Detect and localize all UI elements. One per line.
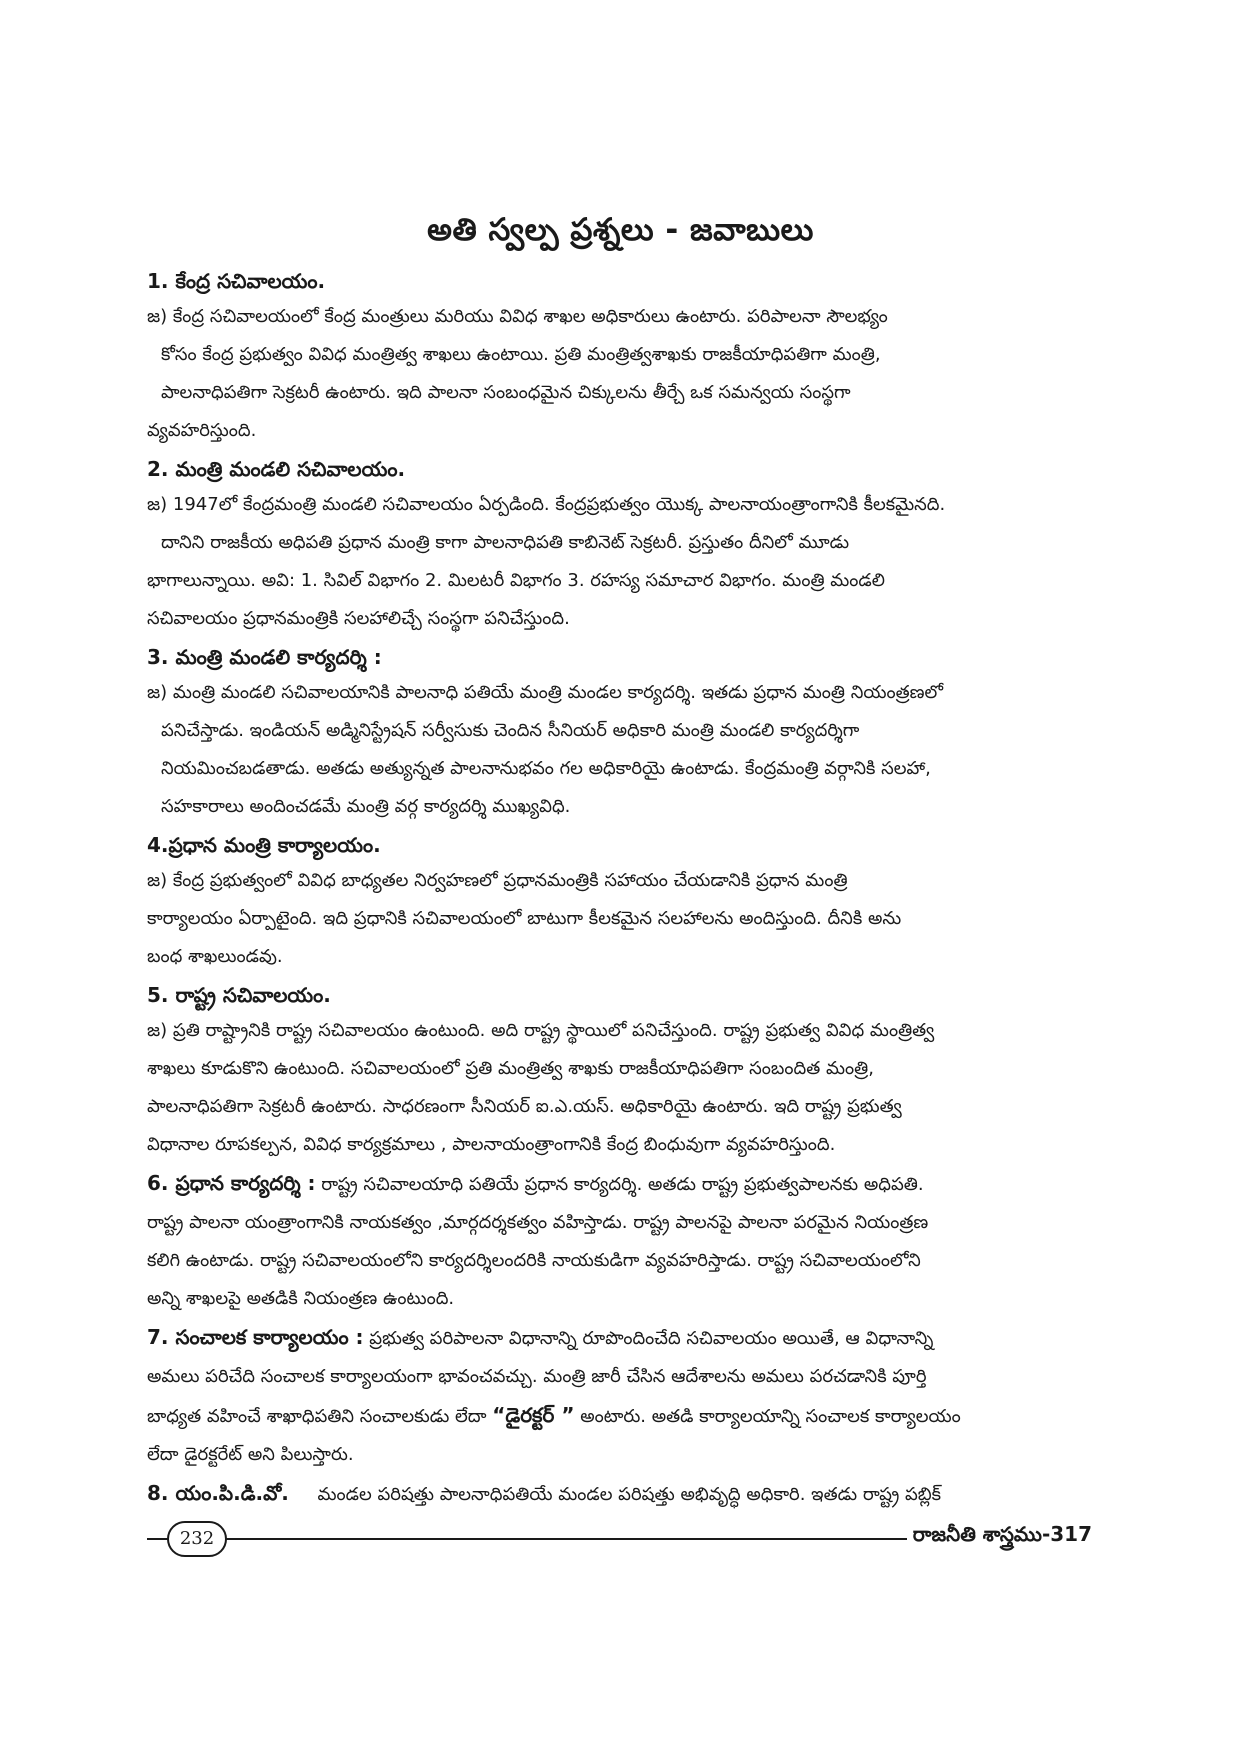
answer-line: సచివాలయం ప్రధానమంత్రికి సలహాలిచ్చే సంస్థగా పనిచేస్తుంది. [147, 608, 570, 629]
answer-line [147, 1164, 1092, 1204]
answer-text: ప్రభుత్వ పరిపాలనా విధానాన్ని రూపొందించేది సచివాలయం అయితే, ఆ విధానాన్ని [369, 1328, 934, 1349]
page-number-badge: 232 [167, 1521, 227, 1557]
answer-line [147, 1396, 1092, 1436]
answer-line: శాఖలు కూడుకొని ఉంటుంది. సచివాలయంలో ప్రతి మంత్రిత్వ శాఖకు రాజకీయాధిపతిగా సంబందిత మంత్రి, [147, 1058, 874, 1079]
answer-line: జ) ప్రతి రాష్ట్రానికి రాష్ట్ర సచివాలయం ఉంటుంది. అది రాష్ట్ర స్థాయిలో పనిచేస్తుంది. రాష్ట్ర ప్రభుత్వ వివిధ మంత్రిత్వ [147, 1020, 935, 1041]
answer-text: మండల పరిషత్తు పాలనాధిపతియే మండల పరిషత్తు అభివృద్ధి అధికారి. ఇతడు రాష్ట్ర పబ్లిక్ [317, 1484, 942, 1505]
answer-line: కార్యాలయం ఏర్పాటైంది. ఇది ప్రధానికి సచివాలయంలో బాటుగా కీలకమైన సలహాలను అందిస్తుంది. దీనికి అను [147, 908, 902, 929]
answer-line: జ) 1947లో కేంద్రమంత్రి మండలి సచివాలయం ఏర్పడింది. కేంద్రప్రభుత్వం యొక్క పాలనాయంత్రాంగానికి కీలకమైనది. [147, 494, 946, 515]
section-heading: 4.ప్రధాన మంత్రి కార్యాలయం. [147, 833, 381, 857]
answer-text: రాష్ట్ర సచివాలయాధి పతియే ప్రధాన కార్యదర్శి. అతడు రాష్ట్ర ప్రభుత్వపాలనకు అధిపతి. [321, 1174, 924, 1195]
director-term: “డైరక్టర్ ” [492, 1403, 575, 1427]
answer-line: అన్ని శాఖలపై అతడికి నియంత్రణ ఉంటుంది. [147, 1288, 455, 1309]
section-heading: 8. యం.పి.డి.వో. [147, 1481, 289, 1505]
answer-line: పాలనాధిపతిగా సెక్రటరీ ఉంటారు. సాధరణంగా సీనియర్ ఐ.ఎ.యస్. అధికారియై ఉంటారు. ఇది రాష్ట్ర ప్రభుత్వ [147, 1096, 902, 1117]
section-2 [147, 452, 1092, 638]
answer-line: జ) కేంద్ర ప్రభుత్వంలో వివిధ బాధ్యతల నిర్వహణలో ప్రధానమంత్రికి సహాయం చేయడానికి ప్రధాన మంత్రి [147, 870, 848, 891]
answer-text: అంటారు. అతడి కార్యాలయాన్ని సంచాలక కార్యాలయం [574, 1406, 961, 1427]
section-6 [147, 1164, 1092, 1318]
answer-line [147, 1474, 1092, 1514]
answer-line: వ్యవహరిస్తుంది. [147, 420, 257, 441]
answer-line: కోసం కేంద్ర ప్రభుత్వం వివిధ మంత్రిత్వ శాఖలు ఉంటాయి. ప్రతి మంత్రిత్వశాఖకు రాజకీయాధిపతిగా మంత్రి, [161, 344, 881, 365]
answer-line [147, 1318, 1092, 1358]
answer-line: రాష్ట్ర పాలనా యంత్రాంగానికి నాయకత్వం ,మార్గదర్శకత్వం వహిస్తాడు. రాష్ట్ర పాలనపై పాలనా పరమైన నియంత్రణ [147, 1212, 929, 1233]
section-8 [147, 1474, 1092, 1514]
answer-line: అమలు పరిచేది సంచాలక కార్యాలయంగా భావంచవచ్చు. మంత్రి జారీ చేసిన ఆదేశాలను అమలు పరచడానికి పూర్తి [147, 1366, 927, 1387]
answer-line: లేదా డైరక్టరేట్ అని పిలుస్తారు. [147, 1444, 354, 1465]
section-7 [147, 1318, 1092, 1474]
answer-line: భాగాలున్నాయి. అవి: 1. సివిల్ విభాగం 2. మిలటరీ విభాగం 3. రహస్య సమాచార విభాగం. మంత్రి మండలి [147, 570, 885, 591]
section-4 [147, 828, 1092, 976]
section-heading: 1. కేంద్ర సచివాలయం. [147, 269, 326, 293]
answer-line: దానిని రాజకీయ అధిపతి ప్రధాన మంత్రి కాగా పాలనాధిపతి కాబినెట్ సెక్రటరీ. ప్రస్తుతం దీనిలో మూడు [161, 532, 850, 553]
answer-line: నియమించబడతాడు. అతడు అత్యున్నత పాలనానుభవం గల అధికారియై ఉంటాడు. కేంద్రమంత్రి వర్గానికి సలహా, [161, 758, 931, 779]
section-5 [147, 978, 1092, 1164]
answer-line: సహకారాలు అందించడమే మంత్రి వర్గ కార్యదర్శి ముఖ్యవిధి. [161, 796, 571, 817]
section-heading: 3. మంత్రి మండలి కార్యదర్శి : [147, 645, 382, 669]
answer-line: జ) కేంద్ర సచివాలయంలో కేంద్ర మంత్రులు మరియు వివిధ శాఖల అధికారులు ఉంటారు. పరిపాలనా సౌలభ్యం [147, 306, 888, 327]
answer-line: పాలనాధిపతిగా సెక్రటరీ ఉంటారు. ఇది పాలనా సంబంధమైన చిక్కులను తీర్చే ఒక సమన్వయ సంస్థగా [161, 382, 851, 403]
section-heading: 7. సంచాలక కార్యాలయం : [147, 1325, 364, 1349]
page-footer [147, 1516, 1092, 1560]
answer-line: జ) మంత్రి మండలి సచివాలయానికి పాలనాధి పతియే మంత్రి మండల కార్యదర్శి. ఇతడు ప్రధాన మంత్రి నియంత్రణలో [147, 682, 943, 703]
footer-rule [147, 1538, 907, 1540]
section-heading: 6. ప్రధాన కార్యదర్శి : [147, 1171, 316, 1195]
answer-line: పనిచేస్తాడు. ఇండియన్ అడ్మినిస్ట్రేషన్ సర్వీసుకు చెందిన సీనియర్ అధికారి మంత్రి మండలి కార్యదర్శిగా [161, 720, 860, 741]
footer-book-title: రాజనీతి శాస్త్రము-317 [912, 1522, 1092, 1546]
answer-text: బాధ్యత వహించే శాఖాధిపతిని సంచాలకుడు లేదా [147, 1406, 493, 1427]
section-3 [147, 640, 1092, 826]
answer-line: విధానాల రూపకల్పన, వివిధ కార్యక్రమాలు , పాలనాయంత్రాంగానికి కేంద్ర బింధువుగా వ్యవహరిస్తుంది. [147, 1134, 836, 1155]
answer-line: కలిగి ఉంటాడు. రాష్ట్ర సచివాలయంలోని కార్యదర్శిలందరికి నాయకుడిగా వ్యవహరిస్తాడు. రాష్ట్ర సచివాలయంలోని [147, 1250, 921, 1271]
section-heading: 2. మంత్రి మండలి సచివాలయం. [147, 457, 406, 481]
content-body [147, 262, 1092, 1514]
section-heading: 5. రాష్ట్ర సచివాలయం. [147, 983, 331, 1007]
section-1 [147, 264, 1092, 450]
answer-line: బంధ శాఖలుండవు. [147, 946, 283, 967]
page-title: అతి స్వల్ప ప్రశ్నలు - జవాబులు [427, 212, 814, 248]
